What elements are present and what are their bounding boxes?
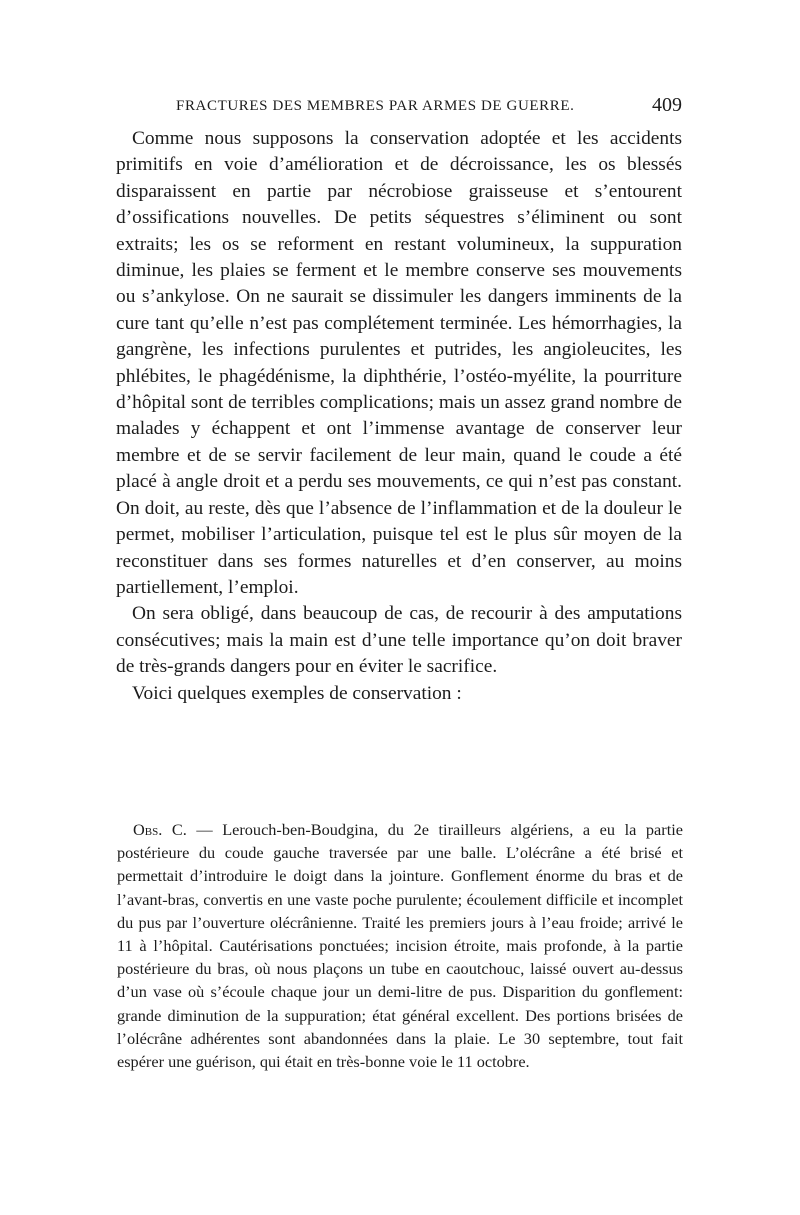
paragraph: On sera obligé, dans beaucoup de cas, de recourir à des amputations consécutives; mais la main est d’une telle importance qu’on doit braver de très-grands dangers pour en éviter le sacrifice. (116, 603, 682, 678)
main-text (116, 126, 682, 707)
observation-label: Obs. C. (133, 820, 187, 839)
observation-text: — Lerouch-ben-Boudgina, du 2e tirailleurs algériens, a eu la partie postérieure du coude gauche traversée par une balle. L’olécrâne a été brisé et permettait d’introduire le doigt dans la jointure. Gonflement énorme du bras et de l’avant-bras, convertis en une vaste poche purulente; écoulement difficile et incomplet du pus par l’ouverture olécrânienne. Traité les premiers jours à l’eau froide; arrivé le 11 à l’hôpital. Cautérisations ponctuées; incision étroite, mais profonde, à la partie postérieure du bras, où nous plaçons un tube en caoutchouc, laissé ouvert au-dessus d’un vase où s’écoule chaque jour un demi-litre de pus. Disparition du gonflement: grande diminution de la suppuration; état général excellent. Des portions brisées de l’olécrâne adhérentes sont abandonnées dans la plaie. Le 30 septembre, tout fait espérer une guérison, qui était en très-bonne voie le 11 octobre. (117, 820, 683, 1072)
paragraph: Voici quelques exemples de conservation : (132, 682, 462, 704)
observation-note (117, 818, 683, 1073)
paragraph: Comme nous supposons la conservation adoptée et les accidents primitifs en voie d’amélioration et de décroissance, les os blessés disparaissent en partie par nécrobiose graisseuse et s’entourent d’ossifications nouvelles. De petits séquestres s’éliminent ou sont extraits; les os se reforment en restant volumineux, la suppuration diminue, les plaies se ferment et le membre conserve ses mouvements ou s’ankylose. On ne saurait se dissimuler les dangers imminents de la cure tant qu’elle n’est pas complétement terminée. Les hémorrhagies, la gangrène, les infections purulentes et putrides, les angioleucites, les phlébites, le phagédénisme, la diphthérie, l’ostéo-myélite, la pourriture d’hôpital sont de terribles complications; mais un assez grand nombre de malades y échappent et ont l’immense avantage de conserver leur membre et de se servir facilement de leur main, quand le coude a été placé à angle droit et a perdu ses mouvements, ce qui n’est pas constant. On doit, au reste, dès que l’absence de l’inflammation et de la douleur le permet, mobiliser l’articulation, puisque tel est le plus sûr moyen de la reconstituer dans ses formes naturelles et d’en conserver, au moins partiellement, l’emploi. (116, 128, 682, 598)
running-head: FRACTURES DES MEMBRES PAR ARMES DE GUERRE. (176, 98, 575, 114)
page-number: 409 (652, 94, 682, 116)
observation-paragraph (117, 818, 683, 1073)
page-header (176, 94, 682, 120)
